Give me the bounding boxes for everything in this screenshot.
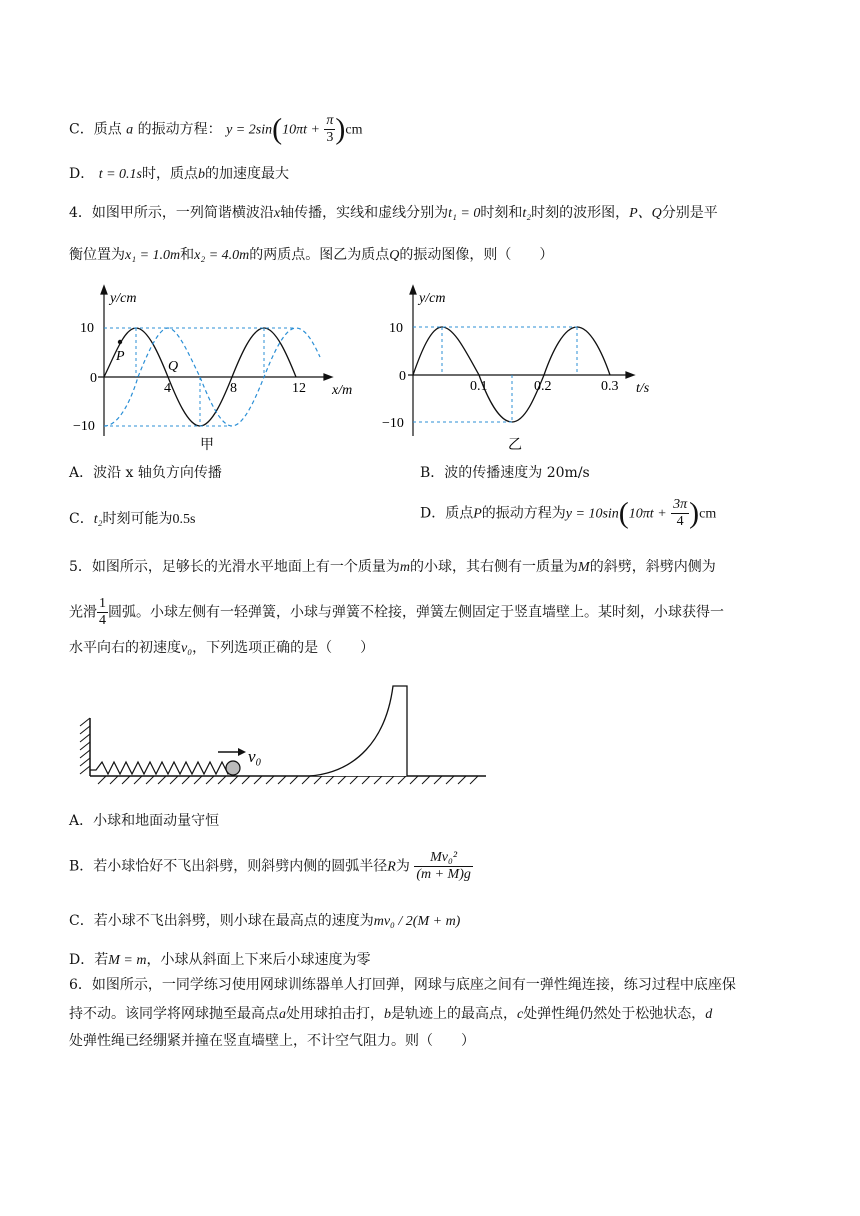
y-axis-label: y/cm: [110, 291, 137, 306]
var: R: [387, 859, 396, 875]
spring: [90, 762, 234, 774]
point-p-label: P: [116, 349, 125, 364]
stem-text: 时刻的波形图，: [531, 205, 630, 221]
option-text: 的振动方程：: [137, 121, 222, 138]
x-axis-label: t/s: [636, 381, 650, 396]
var: c: [517, 1007, 524, 1022]
fraction: [324, 113, 335, 146]
y-axis-arrow: [101, 286, 107, 294]
y-tick-label: 0: [399, 369, 406, 384]
stem-text: 5．如图所示，足够长的光滑水平地面上有一个质量为: [69, 559, 400, 575]
option-label: C．: [69, 511, 94, 527]
stem-text: 的小球，其右侧有一质量为: [410, 559, 579, 575]
value: 0.5s: [172, 512, 196, 527]
point-q-label: Q: [168, 359, 179, 374]
denominator: 4: [99, 613, 106, 628]
x-tick-label: 4: [164, 381, 171, 396]
stem-text: 的斜劈，斜劈内侧为: [589, 559, 716, 575]
equation-part: y = 2sin: [226, 122, 273, 138]
x-tick-label: 12: [292, 381, 306, 396]
ball: [226, 761, 240, 775]
q4-option-b: [420, 462, 590, 484]
equation-part: 10πt +: [628, 506, 667, 522]
q5-stem-line2: [69, 596, 724, 629]
numerator: Mv₀²: [414, 850, 473, 867]
var: b: [197, 167, 205, 182]
q6-stem-line2: [69, 1003, 712, 1026]
y-tick-label: −10: [382, 416, 404, 431]
x-tick-label: 0.1: [470, 379, 488, 394]
stem-text: 时刻和: [480, 205, 523, 221]
x-axis-arrow: [626, 372, 634, 378]
x-axis-label: x/m: [332, 383, 353, 398]
option-text: ，小球从斜面上下来后小球速度为零: [146, 952, 371, 968]
option-text: 时刻可能为: [102, 511, 173, 527]
numerator: π: [326, 113, 334, 128]
stem-text: 衡位置为: [69, 247, 125, 263]
figure-yi-vibration-graph: [380, 282, 660, 452]
option-label: C．质点: [69, 121, 122, 138]
option-text: 时，质点: [141, 166, 198, 182]
denominator: 3: [326, 130, 334, 145]
option-text: C．若小球不飞出斜劈，则小球在最高点的速度为: [69, 913, 374, 929]
equation-part: x₁ = 1.0m: [125, 248, 181, 263]
var: P、Q: [629, 206, 662, 221]
q3-option-c: [69, 113, 363, 146]
paren: (: [618, 496, 629, 530]
stem-text: 的两质点。图乙为质点: [249, 247, 390, 263]
q6-stem-line3: [69, 1030, 475, 1052]
option-text: D．若: [69, 952, 109, 968]
y-tick-label: 10: [80, 321, 94, 336]
q4-stem-line2: [69, 244, 553, 267]
option-text: A．波沿 x 轴负方向传播: [69, 465, 222, 481]
q5-option-b: [69, 850, 473, 883]
var: t₂: [522, 206, 532, 221]
unit: cm: [699, 506, 717, 522]
var: P: [473, 506, 482, 522]
q4-stem-line1: [69, 202, 718, 225]
stem-text: 轴传播，实线和虚线分别为: [280, 205, 449, 221]
var: M: [578, 560, 590, 575]
q4-option-d: [420, 497, 716, 530]
stem-text: 分别是平: [661, 205, 718, 221]
ground-hatching: [98, 776, 478, 784]
equation-part: x₂ = 4.0m: [194, 248, 250, 263]
y-tick-label: 10: [389, 321, 403, 336]
stem-text: 水平向右的初速度: [69, 640, 181, 656]
wall-hatching: [80, 718, 90, 774]
stem-text: 4．如图甲所示，一列简谐横波沿: [69, 205, 274, 221]
unit: cm: [345, 122, 363, 138]
stem-text: 处弹性绳已经绷紧并撞在竖直墙壁上，不计空气阻力。则（ ）: [69, 1033, 475, 1049]
stem-text: 持不动。该同学将网球抛至最高点: [69, 1006, 279, 1022]
option-text: B．波的传播速度为 20m/s: [420, 465, 590, 481]
y-tick-label: 0: [90, 371, 97, 386]
var: v₀: [181, 641, 193, 656]
y-axis-arrow: [410, 286, 416, 294]
stem-text: 光滑: [69, 604, 97, 621]
stem-text: 圆弧。小球左侧有一轻弹簧，小球与弹簧不栓接，弹簧左侧固定于竖直墙壁上。某时刻，小球获得一: [108, 604, 724, 621]
denominator: 4: [676, 514, 684, 529]
velocity-arrowhead: [238, 748, 246, 756]
numerator: 1: [99, 596, 106, 611]
option-text: 为: [395, 858, 410, 875]
x-axis-arrow: [324, 374, 332, 380]
fraction: [671, 497, 689, 530]
figure-caption: 乙: [508, 438, 522, 452]
denominator: (m + M)g: [416, 867, 471, 882]
wedge: [310, 686, 407, 776]
stem-text: 的振动图像，则（ ）: [399, 247, 554, 263]
equation-part: mv₀ / 2(M + m): [373, 914, 461, 929]
equation-part: t₁ = 0: [448, 206, 481, 221]
q5-option-a: [69, 810, 219, 832]
q5-stem-line3: [69, 637, 374, 660]
paren: (: [272, 112, 283, 146]
stem-text: ，下列选项正确的是（ ）: [192, 640, 375, 656]
var: Q: [389, 248, 400, 263]
equation-part: t = 0.1s: [98, 167, 142, 182]
stem-text: 处弹性绳仍然处于松弛状态，: [523, 1006, 706, 1022]
y-tick-label: −10: [73, 419, 95, 434]
option-label: D．: [69, 166, 95, 182]
option-label: D．质点: [420, 505, 474, 522]
figure-caption: 甲: [200, 438, 214, 452]
var: b: [384, 1007, 391, 1022]
option-text: A．小球和地面动量守恒: [69, 813, 220, 829]
x-tick-label: 8: [230, 381, 237, 396]
paren: ): [689, 496, 700, 530]
option-text: 的加速度最大: [204, 166, 289, 182]
paren: ): [335, 112, 346, 146]
var: x: [273, 206, 281, 221]
stem-text: 6．如图所示，一同学练习使用网球训练器单人打回弹，网球与底座之间有一弹性绳连接，练习过程中底座保: [69, 977, 736, 993]
x-tick-label: 0.3: [601, 379, 619, 394]
fraction: [97, 596, 108, 629]
stem-text: 是轨迹上的最高点，: [391, 1006, 517, 1022]
var: d: [705, 1007, 713, 1022]
q5-stem-line1: [69, 556, 716, 579]
q6-stem-line1: [69, 974, 736, 996]
var: m: [399, 560, 411, 575]
velocity-label: v₀: [248, 747, 262, 766]
equation-part: y = 10sin: [565, 506, 619, 522]
q3-option-d: [69, 163, 289, 186]
var: a: [279, 1007, 286, 1022]
var: a: [126, 122, 134, 138]
var: t₂: [93, 512, 103, 527]
point-p-dot: [118, 340, 122, 344]
q4-option-c: [69, 508, 195, 531]
q4-option-a: [69, 462, 222, 484]
stem-text: 处用球拍击打，: [286, 1006, 384, 1022]
stem-text: 和: [180, 247, 195, 263]
q5-option-d: [69, 949, 370, 972]
numerator: 3π: [673, 497, 688, 512]
option-text: B．若小球恰好不飞出斜劈，则斜劈内侧的圆弧半径: [69, 858, 388, 875]
equation-part: M = m: [108, 953, 147, 968]
y-axis-label: y/cm: [419, 291, 446, 306]
q5-option-c: [69, 910, 460, 933]
fraction: [414, 850, 473, 883]
figure-jia-wave-graph: [70, 282, 370, 452]
figure-spring-ball-wedge: [76, 680, 496, 790]
x-tick-label: 0.2: [534, 379, 552, 394]
equation-part: 10πt +: [282, 122, 320, 138]
option-text: 的振动方程为: [481, 505, 566, 522]
